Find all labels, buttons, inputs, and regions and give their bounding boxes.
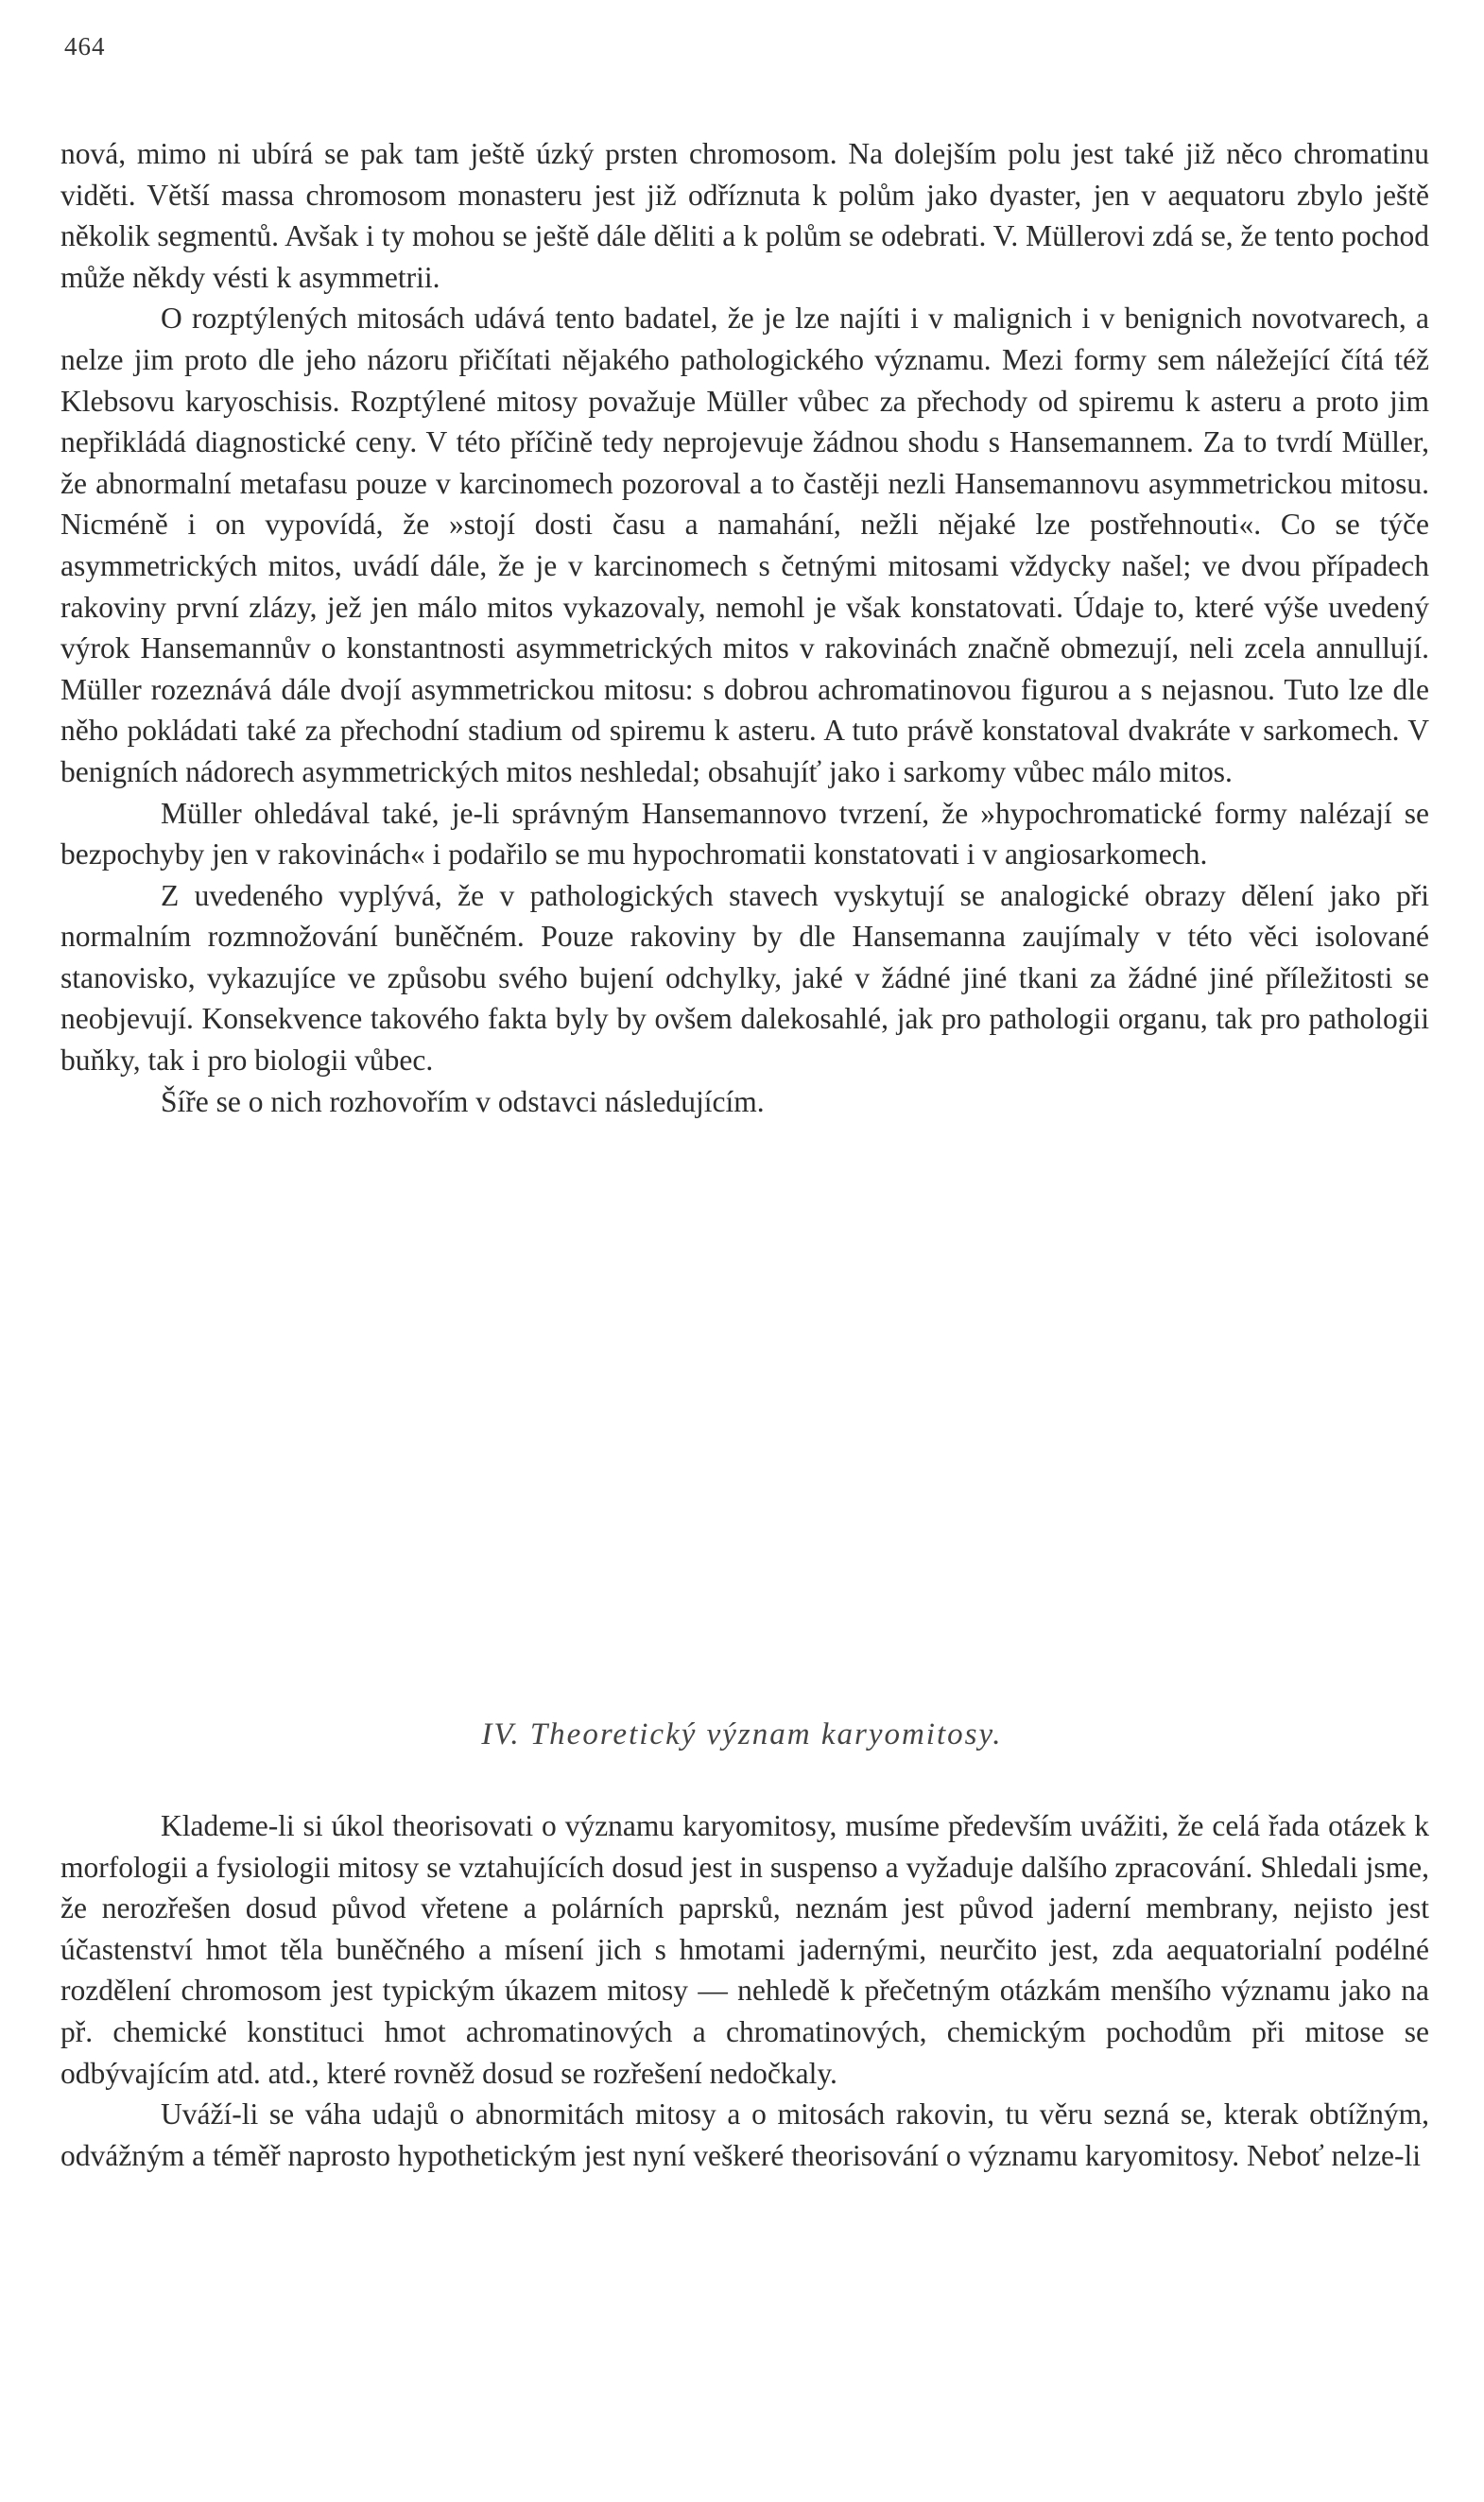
paragraph: O rozptýlených mitosách udává tento badatel, že je lze najíti i v malignich i v benignich novotvarech, a nelze jim proto dle jeho názoru přičítati nějakého pathologického významu. Mezi formy sem náležející čítá též Klebsovu karyoschisis. Rozptýlené mitosy považuje Müller vůbec za přechody od spiremu k asteru a proto jim nepřikládá diagnostické ceny. V této příčině tedy neprojevuje žádnou shodu s Hansemannem. Za to tvrdí Müller, že abnormalní metafasu pouze v karcinomech pozoroval a to častěji nezli Hansemannovu asymmetrickou mitosu. Nicméně i on vypovídá, že »stojí dosti času a namahání, nežli nějaké lze postřehnouti«. Co se týče asymmetrických mitos, uvádí dále, že je v karcinomech s četnými mitosami vždycky našel; ve dvou případech rakoviny první zlázy, jež jen málo mitos vykazovaly, nemohl je však konstatovati. Údaje to, které výše uvedený výrok Hansemannův o konstantnosti asymmetrických mitos v rakovinách značně obmezují, neli zcela annullují. Müller rozeznává dále dvojí asymmetrickou mitosu: s dobrou achromatinovou figurou a s nejasnou. Tuto lze dle něho pokládati také za přechodní stadium od spiremu k asteru. A tuto právě konstatoval dvakráte v sarkomech. V benigních nádorech asymmetrických mitos neshledal; obsahujíť jako i sarkomy vůbec málo mitos. — [60, 302, 1429, 788]
body-text-bottom — [60, 1805, 1429, 2176]
section-heading: IV. Theoretický význam karyomitosy. — [481, 1717, 1003, 1751]
page-number: 464 — [64, 32, 106, 60]
paragraph: Müller ohledával také, je-li správným Hansemannovo tvrzení, že »hypochromatické formy nalézají se bezpochyby jen v rakovinách« i podařilo se mu hypochromatii konstatovati i v angiosarkomech. — [60, 796, 1429, 871]
body-text-top — [60, 133, 1429, 1122]
paragraph: Z uvedeného vyplývá, že v pathologických stavech vyskytují se analogické obrazy dělení jako při normalním rozmnožování buněčném. Pouze rakoviny by dle Hansemanna zaujímaly v této věci isolované stanovisko, vykazujíce ve způsobu svého bujení odchylky, jaké v žádné jiné tkani za žádné jiné příležitosti se neobjevují. Konsekvence takového fakta byly by ovšem dalekosahlé, jak pro pathologii organu, tak pro pathologii buňky, tak i pro biologii vůbec. — [60, 878, 1429, 1078]
paragraph: Uváží-li se váha udajů o abnormitách mitosy a o mitosách rakovin, tu věru sezná se, kterak obtížným, odvážným a téměř naprosto hypothetickým jest nyní veškeré theorisování o významu karyomitosy. Neboť nelze-li — [60, 2097, 1429, 2172]
paragraph: nová, mimo ni ubírá se pak tam ještě úzký prsten chromosom. Na dolejším polu jest také již něco chromatinu viděti. Větší massa chromosom monasteru jest již odříznuta k polům jako dyaster, jen v aequatoru zbylo ještě několik segmentů. Avšak i ty mohou se ještě dále děliti a k polům se odebrati. V. Müllerovi zdá se, že tento pochod může někdy vésti k asymmetrii. — [60, 137, 1429, 294]
paragraph: Šíře se o nich rozhovořím v odstavci následujícím. — [161, 1084, 765, 1118]
paragraph: Klademe-li si úkol theorisovati o významu karyomitosy, musíme především uvážiti, že celá řada otázek k morfologii a fysiologii mitosy se vztahujících dosud jest in suspenso a vyžaduje dalšího zpracování. Shledali jsme, že nerozřešen dosud původ vřetene a polárních paprsků, neznám jest původ jaderní membrany, nejisto jest účastenství hmot těla buněčného a mísení jich s hmotami jadernými, neurčito jest, zda aequatorialní podélné rozdělení chromosom jest typickým úkazem mitosy — nehledě k přečetným otázkám menšího významu jako na př. chemické konstituci hmot achromatinových a chromatinových, chemickým pochodům při mitose se odbývajícím atd. atd., které rovněž dosud se rozřešení nedočkaly. — [60, 1809, 1429, 2090]
